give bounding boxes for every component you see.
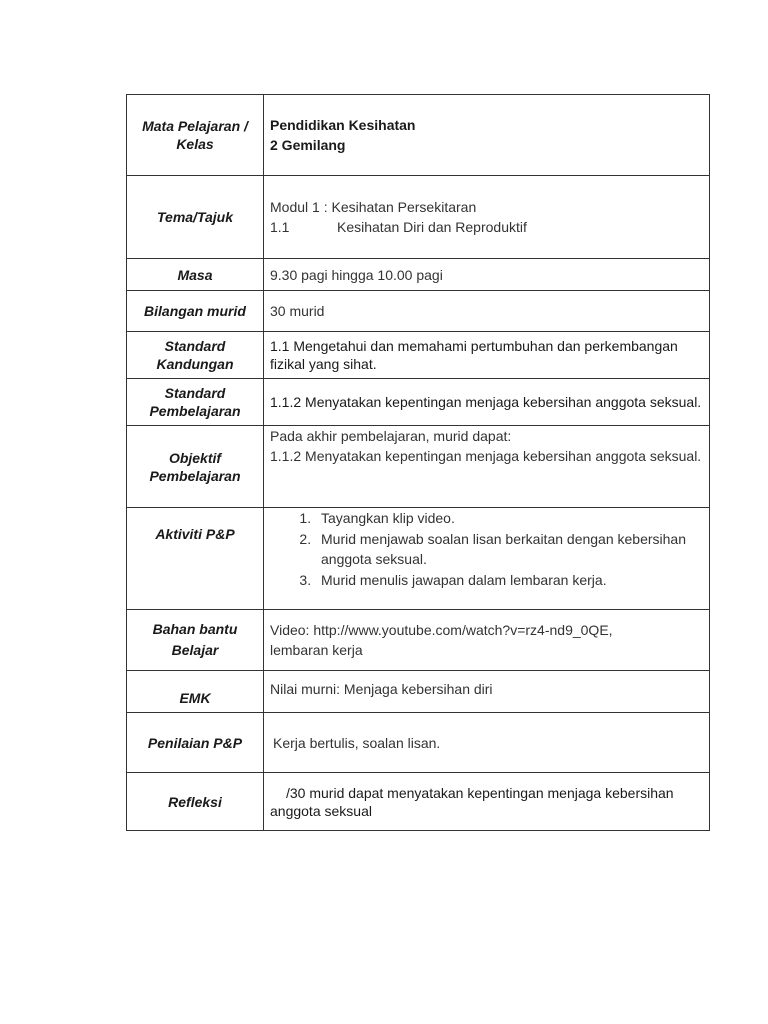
theme-label: Tema/Tajuk	[157, 209, 233, 225]
row-activities	[127, 508, 710, 610]
time-label-cell	[127, 259, 264, 291]
row-objective	[127, 426, 710, 508]
materials-video-link: Video: http://www.youtube.com/watch?v=rz4-nd9_0QE,	[270, 622, 613, 638]
activity-item: 1. Tayangkan klip video.	[315, 508, 703, 529]
row-learning-standard	[127, 379, 710, 426]
row-theme	[127, 176, 710, 259]
students-label: Bilangan murid	[144, 303, 246, 319]
objective-intro: Pada akhir pembelajaran, murid dapat:	[270, 428, 512, 444]
learning-standard-value: 1.1.2 Menyatakan kepentingan menjaga kebersihan anggota seksual.	[264, 379, 710, 426]
assessment-label-cell	[127, 713, 264, 773]
time-label: Masa	[177, 266, 213, 283]
activities-label-cell	[127, 508, 264, 610]
row-assessment	[127, 713, 710, 773]
subject-value-cell	[264, 95, 710, 176]
row-materials	[127, 610, 710, 671]
row-reflection	[127, 773, 710, 831]
assessment-label: Penilaian P&P	[147, 734, 243, 751]
learning-standard-label-line1: Standard	[164, 385, 226, 401]
theme-module: Modul 1 : Kesihatan Persekitaran	[270, 199, 477, 215]
activity-item: 2. Murid menjawab soalan lisan berkaitan dengan kebersihan anggota seksual.	[315, 529, 703, 570]
objective-label-cell	[127, 426, 264, 508]
subject-label: Mata Pelajaran / Kelas	[142, 118, 248, 152]
content-standard-label-line2: Kandungan	[156, 356, 234, 372]
reflection-label: Refleksi	[168, 793, 222, 810]
row-time	[127, 259, 710, 291]
materials-label-line2: Belajar	[171, 642, 219, 658]
objective-label-line2: Pembelajaran	[149, 467, 241, 484]
emk-label-cell	[127, 671, 264, 713]
reflection-value: /30 murid dapat menyatakan kepentingan menjaga kebersihan anggota seksual	[264, 773, 710, 831]
activities-label: Aktiviti P&P	[155, 526, 235, 542]
materials-label-cell	[127, 610, 264, 671]
time-value: 9.30 pagi hingga 10.00 pagi	[264, 259, 710, 291]
emk-label: EMK	[179, 689, 211, 706]
activity-item: 3. Murid menulis jawapan dalam lembaran kerja.	[315, 570, 703, 591]
reflection-label-cell	[127, 773, 264, 831]
theme-label-cell	[127, 176, 264, 259]
row-content-standard	[127, 332, 710, 379]
theme-topic	[270, 217, 703, 237]
students-label-cell	[127, 291, 264, 332]
activities-list	[270, 508, 703, 590]
students-value: 30 murid	[264, 291, 710, 332]
objective-value: 1.1.2 Menyatakan kepentingan menjaga kebersihan anggota seksual.	[270, 448, 702, 464]
class-name: 2 Gemilang	[270, 137, 346, 153]
subject-name: Pendidikan Kesihatan	[270, 117, 416, 133]
lesson-plan-table	[126, 94, 710, 831]
content-standard-value: 1.1 Mengetahui dan memahami pertumbuhan dan perkembangan fizikal yang sihat.	[264, 332, 710, 379]
content-standard-label-cell	[127, 332, 264, 379]
assessment-value: Kerja bertulis, soalan lisan.	[264, 713, 710, 773]
theme-value-cell	[264, 176, 710, 259]
learning-standard-label-cell	[127, 379, 264, 426]
content-standard-label-line1: Standard	[164, 338, 226, 354]
theme-topic-title: Kesihatan Diri dan Reproduktif	[337, 219, 527, 235]
objective-value-cell	[264, 426, 710, 508]
row-emk	[127, 671, 710, 713]
materials-label-line1: Bahan bantu	[152, 621, 238, 637]
row-subject	[127, 95, 710, 176]
objective-label-line1: Objektif	[168, 449, 222, 466]
materials-value-cell	[264, 610, 710, 671]
learning-standard-label-line2: Pembelajaran	[149, 403, 241, 419]
theme-topic-number: 1.1	[270, 219, 290, 235]
row-students	[127, 291, 710, 332]
emk-value: Nilai murni: Menjaga kebersihan diri	[264, 671, 710, 713]
materials-worksheet: lembaran kerja	[270, 642, 363, 658]
subject-label-cell	[127, 95, 264, 176]
activities-value-cell	[264, 508, 710, 610]
